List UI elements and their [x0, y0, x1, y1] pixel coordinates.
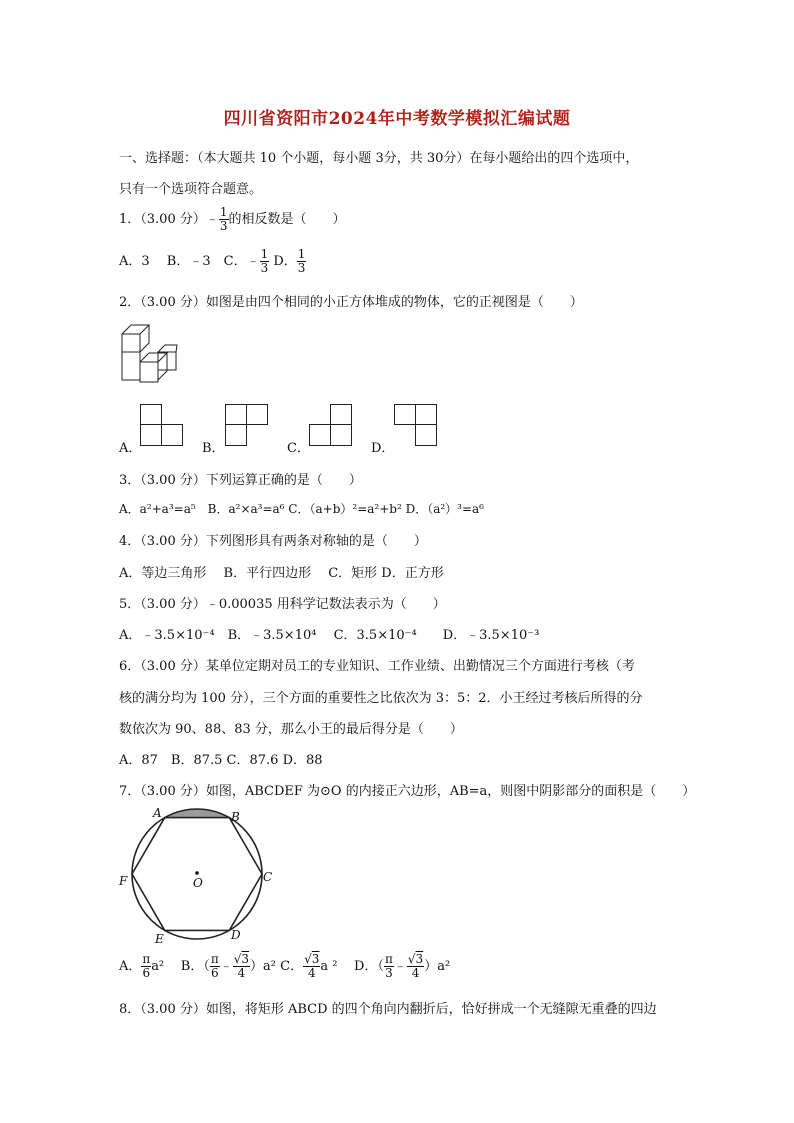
page-title: 四川省资阳市2024年中考数学模拟汇编试题 — [223, 109, 571, 129]
q2-label-d: D． — [371, 441, 395, 456]
vertex-label-c: C — [263, 870, 273, 884]
q7-b-tail: ）a² — [250, 959, 277, 974]
question-8: 8．（3.00 分）如图，将矩形 ABCD 的四个角向内翻折后，恰好拼成一个无缝隙无重叠的四边 — [119, 1002, 657, 1017]
hexagon-circle-figure — [115, 805, 280, 945]
q2-c-square-2 — [309, 424, 331, 446]
q2-a-square-2 — [140, 424, 162, 446]
q7-c-radicand: 3 — [311, 952, 320, 966]
q7-b-frac-1 — [210, 953, 220, 980]
q7-c-tail: a ² — [320, 959, 338, 974]
q7-b-minus: ﹣ — [219, 959, 233, 974]
q1-frac-num: 1 — [219, 205, 228, 219]
q7-d-num2: √3 — [407, 952, 424, 966]
q4-options: A．等边三角形 B．平行四边形 C．矩形 D．正方形 — [119, 566, 444, 581]
question-6-line1: 6．（3.00 分）某单位定期对员工的专业知识、工作业绩、出勤情况三个方面进行考核（考 — [119, 659, 635, 674]
q7-d-frac-1 — [384, 953, 394, 980]
q2-a-square-3 — [161, 424, 183, 446]
q7-a-fraction — [141, 953, 151, 980]
q2-b-square-1 — [225, 404, 247, 425]
question-3: 3．（3.00 分）下列运算正确的是（ ） — [119, 473, 362, 488]
q7-d-den1: 3 — [385, 966, 393, 980]
q7-d-den2: 4 — [411, 966, 420, 980]
q1-d-num: 1 — [297, 247, 306, 261]
q7-d-num1: π — [384, 952, 393, 966]
question-6-line3: 数依次为 90、88、83 分，那么小王的最后得分是（ ） — [119, 722, 463, 737]
q2-b-square-3 — [225, 424, 247, 446]
q2-c-square-3 — [330, 424, 352, 446]
q7-b-den1: 6 — [210, 966, 219, 980]
q1-c-den: 3 — [260, 261, 269, 275]
q5-options: A．﹣3.5×10⁻⁴ B．﹣3.5×10⁴ C．3.5×10⁻⁴ D．﹣3.5×10⁻³ — [119, 628, 540, 643]
question-4: 4．（3.00 分）下列图形具有两条对称轴的是（ ） — [119, 534, 427, 549]
q1-option-c-fraction — [260, 248, 270, 275]
vertex-label-f: F — [119, 874, 128, 888]
q2-c-square-1 — [330, 404, 352, 425]
q7-opt-a-label: A． — [119, 959, 142, 974]
vertex-label-b: B — [231, 810, 240, 824]
q2-a-square-1 — [140, 404, 162, 425]
question-5: 5．（3.00 分）﹣0.00035 用科学记数法表示为（ ） — [119, 597, 446, 612]
q2-d-square-2 — [415, 404, 437, 425]
q7-b-frac-2 — [233, 953, 250, 980]
vertex-label-e: E — [155, 932, 164, 945]
q7-a-den: 6 — [142, 966, 151, 980]
section-header-line1: 一、选择题：（本大题共 10 个小题，每小题 3分，共 30分）在每小题给出的四个选项中， — [119, 151, 639, 166]
q7-c-num: √3 — [304, 952, 320, 966]
q7-d-minus: ﹣ — [393, 959, 407, 974]
q1-options-ab: A．3 B．﹣3 C．﹣ — [119, 254, 260, 269]
cube-stack-figure — [119, 322, 181, 384]
q1-option-d-label: D． — [273, 254, 297, 269]
center-point — [195, 871, 199, 875]
q7-d-frac-2 — [407, 953, 424, 980]
q2-label-a: A． — [119, 441, 142, 456]
q7-opt-c-label: C． — [280, 959, 304, 974]
question-1 — [119, 206, 346, 233]
q1-c-num: 1 — [260, 247, 269, 261]
q6-options: A．87 B．87.5 C．87.6 D．88 — [119, 753, 323, 768]
q7-b-num2: √3 — [233, 952, 250, 966]
q7-options — [119, 953, 450, 980]
q7-opt-d-label: D．（ — [354, 959, 384, 974]
q7-a-num: π — [142, 952, 151, 966]
q1-stem-suffix: 的相反数是（ ） — [228, 212, 346, 227]
q2-label-c: C． — [287, 441, 310, 456]
q7-c-fraction — [303, 953, 320, 980]
question-6-line2: 核的满分均为 100 分），三个方面的重要性之比依次为 3：5：2．小王经过考核后所得的分 — [119, 691, 643, 706]
q1-frac-den: 3 — [219, 219, 228, 233]
q7-b-num1: π — [210, 952, 219, 966]
q2-b-square-2 — [246, 404, 268, 425]
q3-options: A．a²+a³=a⁵ B．a²×a³=a⁶ C．（a+b）²=a²+b² D．（a²）³=a⁶ — [119, 502, 484, 516]
q7-b-den2: 4 — [237, 966, 246, 980]
question-7: 7．（3.00 分）如图，ABCDEF 为⊙O 的内接正六边形，AB=a，则图中阴影部分的面积是（ ） — [119, 784, 696, 799]
q1-fraction — [219, 206, 229, 233]
q7-b-radicand: 3 — [241, 952, 250, 966]
q7-c-den: 4 — [307, 966, 316, 980]
vertex-label-a: A — [153, 806, 162, 820]
question-2: 2．（3.00 分）如图是由四个相同的小正方体堆成的物体，它的正视图是（ ） — [119, 295, 583, 310]
q1-stem-prefix: 1．（3.00 分）﹣ — [119, 212, 219, 227]
q1-d-den: 3 — [297, 261, 306, 275]
q1-option-d-fraction — [297, 248, 307, 275]
q2-label-b: B． — [202, 441, 225, 456]
q2-d-square-3 — [415, 424, 437, 446]
q2-d-square-1 — [394, 404, 416, 425]
q7-d-tail: ）a² — [424, 959, 451, 974]
q7-a-tail: a² — [151, 959, 165, 974]
q7-d-radicand: 3 — [415, 952, 424, 966]
q1-options — [119, 248, 306, 275]
section-header-line2: 只有一个选项符合题意。 — [119, 182, 263, 197]
vertex-label-d: D — [231, 928, 241, 942]
center-label-o: O — [193, 876, 203, 890]
q7-opt-b-label: B．（ — [180, 959, 210, 974]
